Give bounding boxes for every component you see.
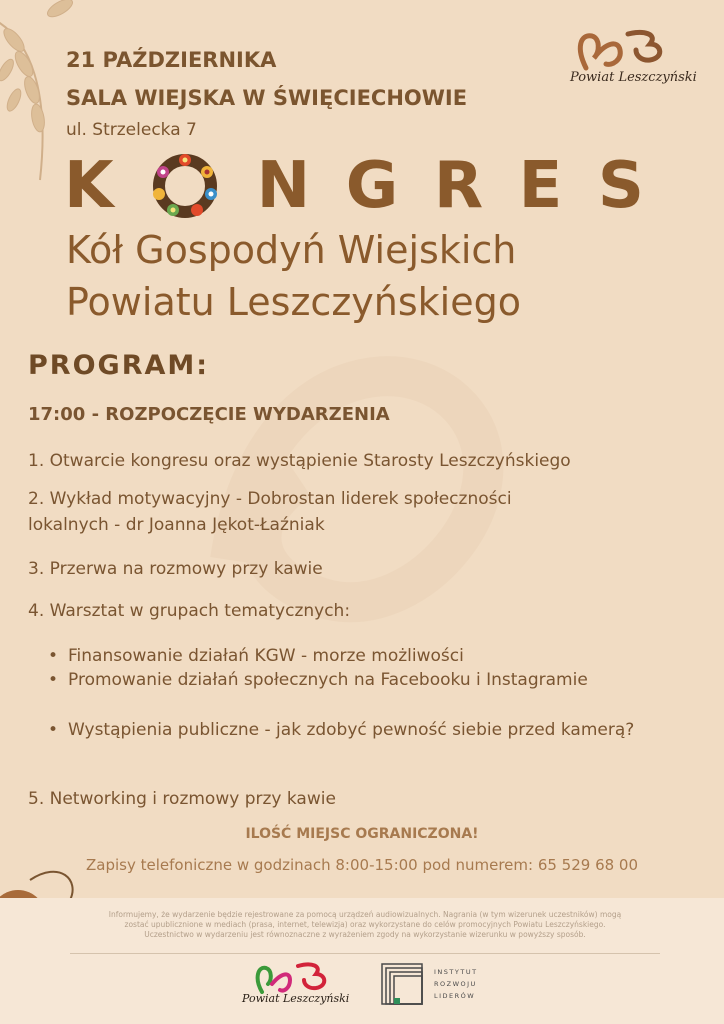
- registration-phone-info: Zapisy telefoniczne w godzinach 8:00-15:00 pod numerem: 65 529 68 00: [85, 856, 639, 874]
- title-letter-g: G: [345, 149, 399, 223]
- disclaimer-line-1: Informujemy, że wydarzenie będzie rejestrowane za pomocą urządzeń audiowizualnych. Nagrania (w tym wizerunek uczestników) mogą: [108, 910, 622, 919]
- program-item-1: 1. Otwarcie kongresu oraz wystąpienie Starosty Leszczyńskiego: [28, 451, 571, 471]
- disclaimer-line-3: Uczestnictwo w wydarzeniu jest równoznaczne z wyrażeniem zgody na wykorzystanie wizerunku w powyższy sposób.: [144, 930, 586, 939]
- workshop-bullet-text: Promowanie działań społecznych na Facebooku i Instagramie: [68, 670, 588, 690]
- program-start-time: 17:00 - ROZPOCZĘCIE WYDARZENIA: [28, 404, 390, 425]
- institute-logo-text: [434, 966, 478, 1002]
- institute-logo: [380, 962, 490, 1012]
- institute-line-2: ROZWOJU: [434, 980, 477, 988]
- program-item-5: 5. Networking i rozmowy przy kawie: [28, 789, 336, 809]
- title-letter-k: K: [64, 149, 114, 223]
- disclaimer-line-2: zostać upublicznione w mediach (prasa, internet, telewizja) oraz wykorzystane do celów promocyjnych Powiatu Leszczyńskiego.: [124, 920, 606, 929]
- title-letter-s: S: [597, 149, 644, 223]
- bullet-dot-icon: •: [48, 720, 59, 740]
- workshop-bullet-text: Finansowanie działań KGW - morze możliwości: [68, 646, 464, 666]
- title-letter-n: N: [256, 149, 311, 223]
- workshop-bullet-2: [48, 668, 688, 692]
- institute-logo-icon: [380, 962, 428, 1010]
- program-item-3: 3. Przerwa na rozmowy przy kawie: [28, 559, 323, 579]
- program-item-2-line-2: lokalnych - dr Joanna Jękot-Łaźniak: [28, 515, 325, 535]
- powiat-footer-logo: [242, 962, 362, 1012]
- title-letter-e: E: [518, 149, 563, 223]
- event-address: ul. Strzelecka 7: [66, 120, 197, 140]
- institute-line-3: LIDERÓW: [434, 992, 476, 1000]
- footer-divider: [70, 953, 660, 954]
- program-item-4: 4. Warsztat w grupach tematycznych:: [28, 601, 351, 621]
- flower-wreath-icon: [149, 150, 221, 222]
- subtitle-line-2: Powiatu Leszczyńskiego: [66, 280, 521, 324]
- subtitle-line-1: Kół Gospodyń Wiejskich: [66, 228, 517, 272]
- title-letter-r: R: [433, 149, 484, 223]
- workshop-bullet-text: Wystąpienia publiczne - jak zdobyć pewność siebie przed kamerą?: [68, 720, 635, 740]
- seats-limited-notice: ILOŚĆ MIEJSC OGRANICZONA!: [245, 826, 479, 842]
- event-venue: SALA WIEJSKA W ŚWIĘCIECHOWIE: [66, 86, 468, 110]
- program-heading: PROGRAM:: [28, 350, 210, 381]
- bullet-dot-icon: •: [48, 646, 59, 666]
- institute-line-1: INSTYTUT: [434, 968, 478, 976]
- program-item-2-line-1: 2. Wykład motywacyjny - Dobrostan liderek społeczności: [28, 489, 512, 509]
- powiat-logo: [566, 28, 706, 98]
- powiat-logo-icon: [566, 28, 706, 72]
- powiat-logo-text: Powiat Leszczyński: [570, 70, 697, 85]
- bullet-dot-icon: •: [48, 670, 59, 690]
- workshop-bullet-3: [48, 718, 688, 742]
- powiat-footer-logo-icon: [242, 962, 362, 994]
- workshop-bullet-1: [48, 644, 688, 668]
- powiat-footer-logo-text: Powiat Leszczyński: [242, 992, 350, 1005]
- event-date: 21 PAŹDZIERNIKA: [66, 48, 277, 72]
- recording-disclaimer: [70, 910, 660, 940]
- congress-title: [64, 148, 644, 224]
